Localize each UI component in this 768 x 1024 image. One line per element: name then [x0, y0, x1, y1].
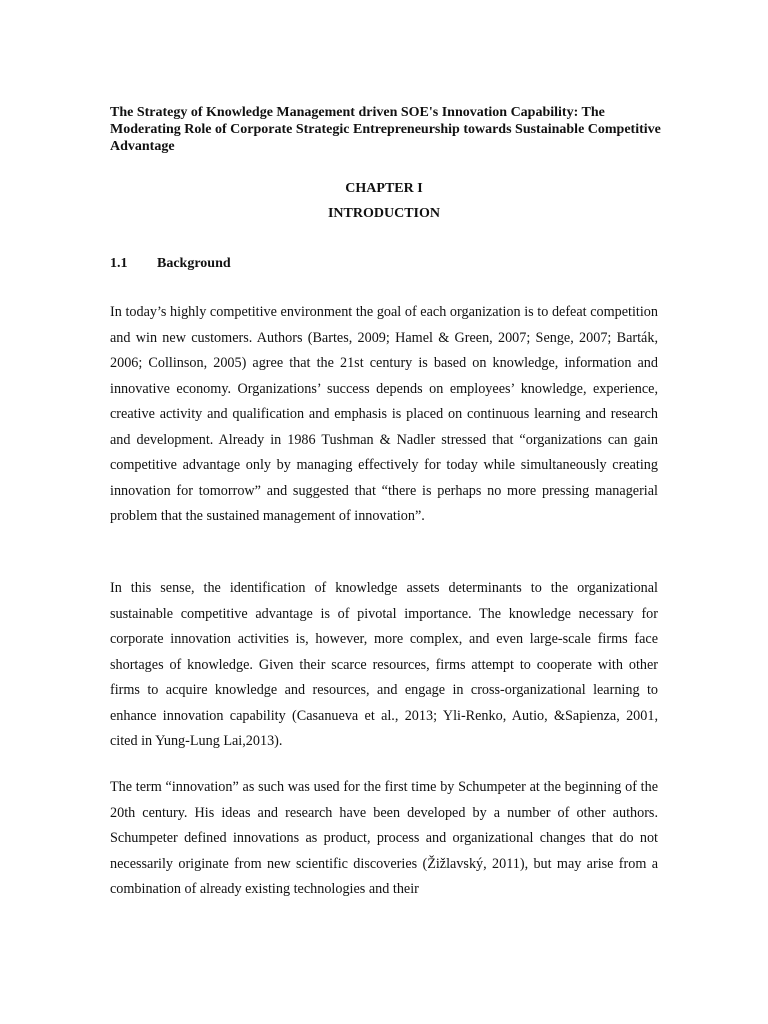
paragraph-1: In today’s highly competitive environment the goal of each organization is to defeat competition and win new customers. Authors (Bartes, 2009; Hamel & Green, 2007; Senge, 2007; Barták, 2006; Collinson, 2005) agree that the 21st century is based on knowledge, information and innovative economy. Organizations’ success depends on employees’ knowledge, experience, creative activity and qualification and emphasis is placed on continuous learning and research and development. Already in 1986 Tushman & Nadler stressed that “organizations can gain competitive advantage only by managing effectively for today while simultaneously creating innovation for tomorrow” and suggested that “there is perhaps no more pressing managerial problem that the sustained management of innovation”.: [110, 304, 658, 524]
section-heading: [110, 255, 231, 272]
chapter-label: CHAPTER I: [345, 181, 423, 196]
section-number: 1.1: [110, 256, 128, 271]
chapter-title: INTRODUCTION: [327, 206, 440, 221]
section-title: Background: [157, 256, 231, 271]
paragraph-2: In this sense, the identification of knowledge assets determinants to the organizational sustainable competitive advantage is of pivotal importance. The knowledge necessary for corporate innovation activities is, however, more complex, and even large-scale firms face shortages of knowledge. Given their scarce resources, firms attempt to cooperate with other firms to acquire knowledge and resources, and engage in cross-organizational learning to enhance innovation capability (Casanueva et al., 2013; Yli-Renko, Autio, &Sapienza, 2001, cited in Yung-Lung Lai,2013).: [110, 580, 658, 749]
paragraph-3: The term “innovation” as such was used for the first time by Schumpeter at the beginning of the 20th century. His ideas and research have been developed by a number of other authors. Schumpeter defined innovations as product, process and organizational changes that do not necessarily originate from new scientific discoveries (Žižlavský, 2011), but may arise from a combination of already existing technologies and their: [110, 779, 658, 897]
document-title: The Strategy of Knowledge Management driven SOE's Innovation Capability: The Moderating Role of Corporate Strategic Entrepreneurship towards Sustainable Competitive Advantage: [110, 105, 661, 154]
